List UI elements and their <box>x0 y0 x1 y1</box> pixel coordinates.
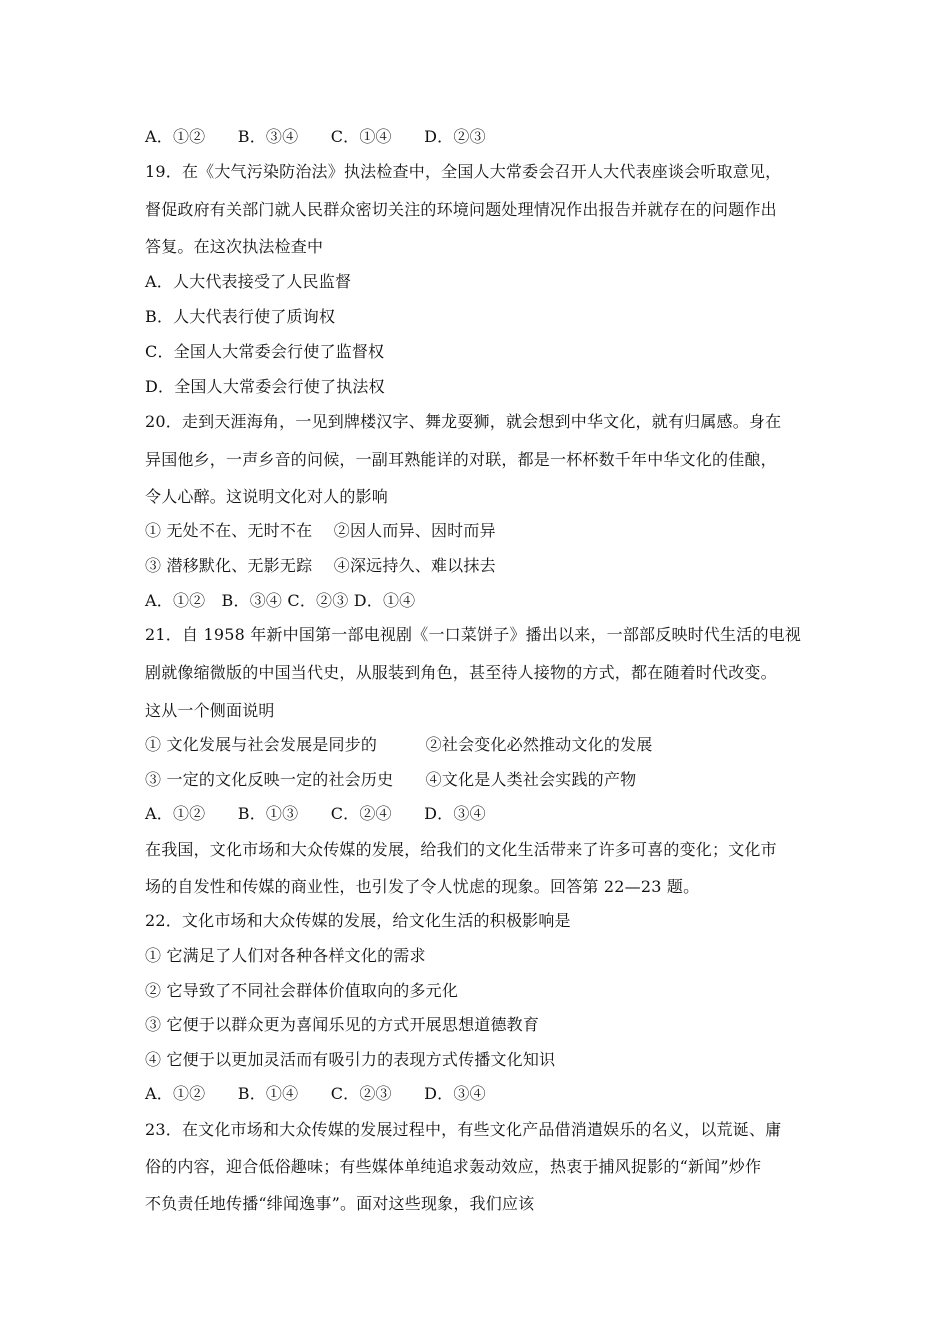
q23-stem-line-2: 俗的内容，迎合低俗趣味；有些媒体单纯追求轰动效应，热衷于捕风捉影的“新闻”炒作 <box>145 1157 762 1176</box>
q19-option-a: A．人大代表接受了人民监督 <box>145 272 352 291</box>
q20-options: A．①② B．③④ C．②③ D．①④ <box>145 591 416 610</box>
q19-stem-line-1: 19．在《大气污染防治法》执法检查中，全国人大常委会召开人大代表座谈会听取意见， <box>145 162 782 181</box>
q20-stem-line-2: 异国他乡，一声乡音的问候，一副耳熟能详的对联，都是一杯杯数千年中华文化的佳酿， <box>145 450 777 469</box>
q19-stem-line-2: 督促政府有关部门就人民群众密切关注的环境问题处理情况作出报告并就存在的问题作出 <box>145 200 777 219</box>
q21-options: A．①② B．①③ C．②④ D．③④ <box>145 804 486 823</box>
q21-stem-line-3: 这从一个侧面说明 <box>145 701 275 720</box>
q20-statements-3-4: ③ 潜移默化、无影无踪 ④深远持久、难以抹去 <box>145 556 496 575</box>
q21-stem-line-2: 剧就像缩微版的中国当代史，从服装到角色，甚至待人接物的方式，都在随着时代改变。 <box>145 663 777 682</box>
q22-statement-4: ④ 它便于以更加灵活而有吸引力的表现方式传播文化知识 <box>145 1050 556 1069</box>
q20-stem-line-1: 20．走到天涯海角，一见到牌楼汉字、舞龙耍狮，就会想到中华文化，就有归属感。身在 <box>145 412 782 431</box>
q19-option-d: D．全国人大常委会行使了执法权 <box>145 377 385 396</box>
q19-option-c: C．全国人大常委会行使了监督权 <box>145 342 385 361</box>
passage-line-2: 场的自发性和传媒的商业性，也引发了令人忧虑的现象。回答第 22—23 题。 <box>145 877 700 896</box>
q22-stem: 22．文化市场和大众传媒的发展，给文化生活的积极影响是 <box>145 911 571 930</box>
q21-statements-3-4: ③ 一定的文化反映一定的社会历史 ④文化是人类社会实践的产物 <box>145 770 637 789</box>
q21-statements-1-2: ① 文化发展与社会发展是同步的 ②社会变化必然推动文化的发展 <box>145 735 653 754</box>
q22-statement-3: ③ 它便于以群众更为喜闻乐见的方式开展思想道德教育 <box>145 1015 540 1034</box>
q21-stem-line-1: 21．自 1958 年新中国第一部电视剧《一口菜饼子》播出以来，一部部反映时代生活的电视 <box>145 625 802 644</box>
passage-line-1: 在我国，文化市场和大众传媒的发展，给我们的文化生活带来了许多可喜的变化；文化市 <box>145 840 777 859</box>
q23-stem-line-1: 23．在文化市场和大众传媒的发展过程中，有些文化产品借消遣娱乐的名义，以荒诞、庸 <box>145 1120 782 1139</box>
q18-options: A．①② B．③④ C．①④ D．②③ <box>145 127 486 146</box>
q22-statement-2: ② 它导致了不同社会群体价值取向的多元化 <box>145 981 459 1000</box>
q23-stem-line-3: 不负责任地传播“绯闻逸事”。面对这些现象，我们应该 <box>145 1194 535 1213</box>
q22-options: A．①② B．①④ C．②③ D．③④ <box>145 1084 486 1103</box>
q19-stem-line-3: 答复。在这次执法检查中 <box>145 237 324 256</box>
q20-stem-line-3: 令人心醉。这说明文化对人的影响 <box>145 487 389 506</box>
q19-option-b: B．人大代表行使了质询权 <box>145 307 336 326</box>
q22-statement-1: ① 它满足了人们对各种各样文化的需求 <box>145 946 426 965</box>
q20-statements-1-2: ① 无处不在、无时不在 ②因人而异、因时而异 <box>145 521 496 540</box>
